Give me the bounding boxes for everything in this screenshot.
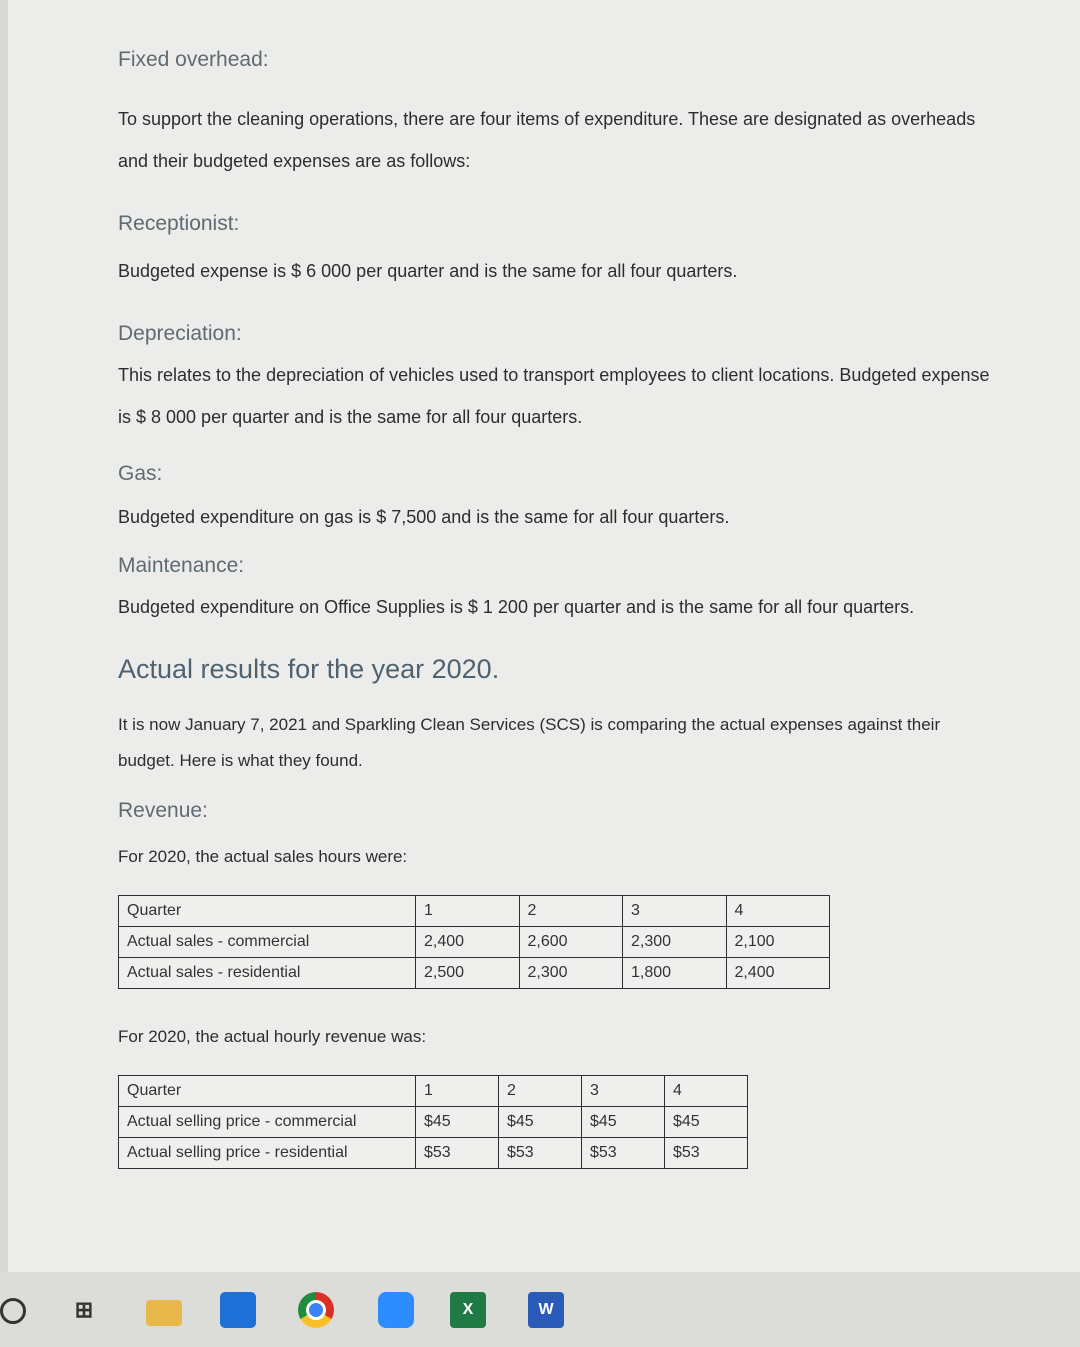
sales-hours-table [118,895,830,989]
table-cell: Actual selling price - commercial [119,1107,416,1138]
gas-text: Budgeted expenditure on gas is $ 7,500 and is the same for all four quarters. [118,507,730,527]
search-circle-icon[interactable] [0,1298,26,1324]
table-cell: 2,600 [519,927,623,958]
table-cell: 1 [416,896,520,927]
hourly-revenue-table [118,1075,748,1169]
table-header-row [119,896,830,927]
table-cell: Quarter [119,1076,416,1107]
table-cell: 2,300 [519,958,623,989]
table-row [119,1107,748,1138]
table-cell: 4 [665,1076,748,1107]
table-cell: $45 [582,1107,665,1138]
sales-hours-intro: For 2020, the actual sales hours were: [118,847,408,866]
file-explorer-icon[interactable] [146,1300,182,1326]
revenue-heading: Revenue: [118,799,208,822]
hourly-revenue-intro: For 2020, the actual hourly revenue was: [118,1027,427,1046]
excel-icon[interactable]: X [450,1292,486,1328]
receptionist-text: Budgeted expense is $ 6 000 per quarter and is the same for all four quarters. [118,261,738,281]
table-cell: 2 [499,1076,582,1107]
table-row [119,958,830,989]
table-cell: Actual selling price - residential [119,1138,416,1169]
table-cell: Quarter [119,896,416,927]
table-cell: $45 [416,1107,499,1138]
word-icon[interactable]: W [528,1292,564,1328]
actual-results-text: It is now January 7, 2021 and Sparkling Clean Services (SCS) is comparing the actual expenses against their budget. Here is what they found. [118,715,941,770]
table-header-row [119,1076,748,1107]
table-cell: 1 [416,1076,499,1107]
table-cell: $45 [665,1107,748,1138]
mail-icon[interactable] [220,1292,256,1328]
gas-heading: Gas: [118,462,163,485]
table-cell: $45 [499,1107,582,1138]
table-row [119,1138,748,1169]
taskbar [0,1272,1080,1347]
table-cell: $53 [416,1138,499,1169]
table-cell: Actual sales - commercial [119,927,416,958]
receptionist-heading: Receptionist: [118,212,240,235]
depreciation-text: This relates to the depreciation of vehicles used to transport employees to client locations. Budgeted expense is $ 8 000 per quarter and is the same for all four quarters. [118,365,990,427]
table-cell: 2,100 [726,927,830,958]
task-view-icon[interactable]: ⊞ [74,1297,94,1322]
table-cell: 2,500 [416,958,520,989]
table-cell: 2,400 [726,958,830,989]
table-cell: Actual sales - residential [119,958,416,989]
table-cell: 3 [623,896,727,927]
fixed-overhead-intro: To support the cleaning operations, there are four items of expenditure. These are designated as overheads and their budgeted expenses are as follows: [118,109,976,171]
depreciation-heading: Depreciation: [118,322,242,345]
maintenance-heading: Maintenance: [118,554,245,577]
table-cell: 4 [726,896,830,927]
document-page [8,0,1080,1272]
chrome-center-icon [306,1300,326,1320]
table-cell: $53 [499,1138,582,1169]
table-cell: 3 [582,1076,665,1107]
table-cell: $53 [665,1138,748,1169]
fixed-overhead-heading: Fixed overhead: [118,48,269,71]
table-cell: 1,800 [623,958,727,989]
table-cell: $53 [582,1138,665,1169]
video-meeting-icon[interactable] [378,1292,414,1328]
table-row [119,927,830,958]
table-cell: 2,300 [623,927,727,958]
chrome-icon[interactable] [298,1292,334,1328]
actual-results-heading: Actual results for the year 2020. [118,654,500,684]
table-cell: 2 [519,896,623,927]
maintenance-text: Budgeted expenditure on Office Supplies is $ 1 200 per quarter and is the same for all four quarters. [118,597,915,617]
document-content [118,48,998,1169]
table-cell: 2,400 [416,927,520,958]
